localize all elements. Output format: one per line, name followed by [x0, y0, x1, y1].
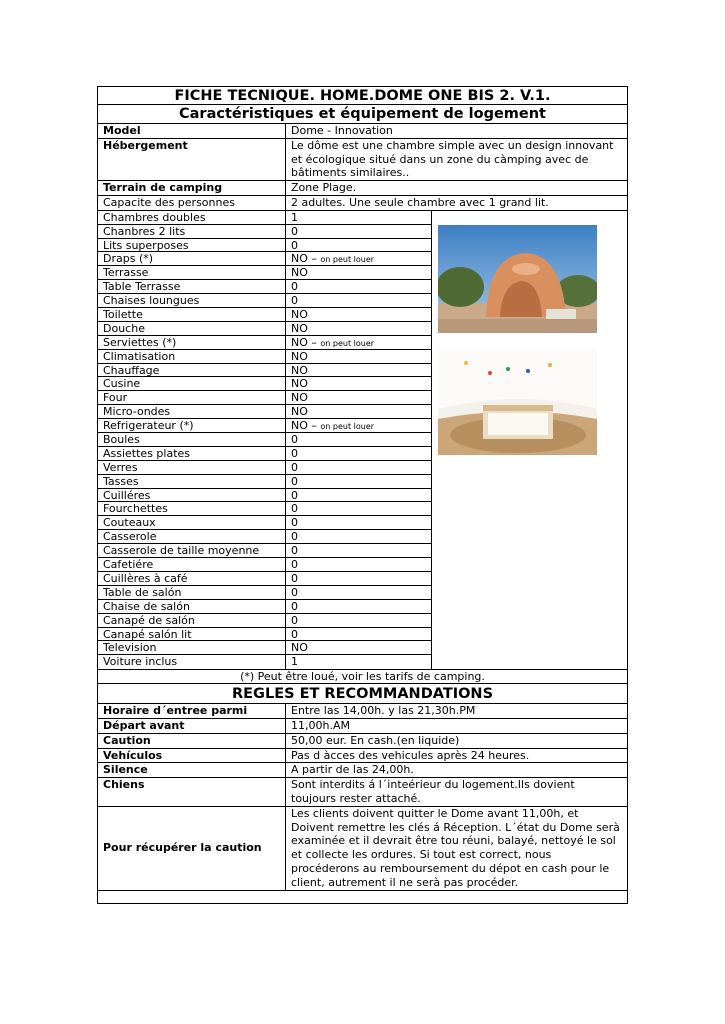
equipment-label: Casserole	[98, 530, 285, 544]
equipment-value-text: 0	[291, 530, 298, 544]
equipment-value	[286, 489, 431, 503]
equipment-label: Television	[98, 641, 285, 655]
info-row	[97, 181, 628, 196]
rule-value: Les clients doivent quitter le Dome avant 11,00h, et Doivent remettre les clés á Réception. L´état du Dome serà examinée et il devrait être tou réuni, balayé, nettoyé le sol et collecte les ordures. Si tout est correct, nous procéderons au remboursement du dépot en cash pour le client, autrement il ne serà pas procéder.	[291, 806, 620, 889]
info-label: Terrain de camping	[98, 181, 286, 195]
equipment-values	[286, 211, 432, 669]
equipment-value-text: 0	[291, 613, 298, 627]
equipment-value	[286, 641, 431, 655]
equipment-value-text: 0	[291, 571, 298, 585]
rule-value: A partir de las 24,00h.	[291, 763, 414, 777]
equipment-value-text: NO	[291, 641, 308, 655]
rental-note: on peut louer	[320, 338, 375, 348]
equipment-label: Draps (*)	[98, 252, 285, 266]
equipment-value	[286, 600, 431, 614]
equipment-value	[286, 516, 431, 530]
rule-row	[97, 719, 628, 734]
info-value: 2 adultes. Une seule chambre avec 1 grand lit.	[291, 195, 549, 209]
rule-row	[97, 807, 628, 891]
equipment-value	[286, 530, 431, 544]
equipment-value	[286, 447, 431, 461]
equipment-value-text: 0	[291, 488, 298, 502]
equipment-value-text: NO	[291, 405, 308, 419]
equipment-label: Cusine	[98, 377, 285, 391]
equipment-value	[286, 322, 431, 336]
photo-column	[432, 211, 627, 669]
rules-title: REGLES ET RECOMMANDATIONS	[97, 684, 628, 704]
equipment-value-text: NO	[291, 349, 308, 363]
equipment-value	[286, 211, 431, 225]
rule-row	[97, 704, 628, 719]
rule-label: Départ avant	[98, 719, 286, 733]
rule-label: Horaire d´entree parmi	[98, 704, 286, 718]
info-section	[97, 124, 628, 211]
equipment-value-text: NO	[291, 377, 308, 391]
equipment-value-text: NO –	[291, 335, 317, 349]
info-value: Zone Plage.	[291, 181, 357, 195]
rule-label: Caution	[98, 734, 286, 748]
equipment-label: Four	[98, 391, 285, 405]
equipment-value-text: 0	[291, 544, 298, 558]
equipment-value	[286, 391, 431, 405]
rule-row	[97, 734, 628, 749]
equipment-label: Cafetiére	[98, 558, 285, 572]
equipment-value-text: 1	[291, 210, 298, 224]
equipment-label: Micro-ondes	[98, 405, 285, 419]
equipment-value	[286, 502, 431, 516]
equipment-value	[286, 280, 431, 294]
equipment-value	[286, 294, 431, 308]
equipment-label: Tasses	[98, 475, 285, 489]
equipment-value	[286, 336, 431, 350]
equipment-value-text: NO	[291, 321, 308, 335]
info-row	[97, 124, 628, 139]
equipment-label: Fourchettes	[98, 502, 285, 516]
info-label: Capacite des personnes	[98, 196, 286, 210]
equipment-value	[286, 586, 431, 600]
equipment-label: Chanbres 2 lits	[98, 225, 285, 239]
document-title: FICHE TECNIQUE. HOME.DOME ONE BIS 2. V.1.	[97, 86, 628, 105]
info-row	[97, 196, 628, 211]
rule-value: 11,00h.AM	[291, 718, 350, 732]
equipment-label: Verres	[98, 461, 285, 475]
rule-value: Entre las 14,00h. y las 21,30h.PM	[291, 704, 476, 718]
equipment-value-text: 0	[291, 585, 298, 599]
equipment-label: Toilette	[98, 308, 285, 322]
equipment-value-text: 0	[291, 433, 298, 447]
equipment-value-text: 0	[291, 224, 298, 238]
rule-value: 50,00 eur. En cash.(en liquide)	[291, 733, 460, 747]
rule-label: Silence	[98, 763, 286, 777]
equipment-label: Chaises loungues	[98, 294, 285, 308]
equipment-value-text: 0	[291, 460, 298, 474]
rules-section	[97, 704, 628, 890]
footnote: (*) Peut être loué, voir les tarifs de camping.	[97, 670, 628, 684]
equipment-label: Chaise de salón	[98, 600, 285, 614]
equipment-label: Cuilléres	[98, 489, 285, 503]
equipment-label: Refrigerateur (*)	[98, 419, 285, 433]
equipment-value	[286, 544, 431, 558]
equipment-value-text: NO –	[291, 252, 317, 266]
equipment-label: Canapé de salón	[98, 614, 285, 628]
equipment-value-text: NO –	[291, 419, 317, 433]
rule-value: Pas d àcces des vehicules après 24 heures.	[291, 748, 530, 762]
equipment-label: Boules	[98, 433, 285, 447]
rule-label: Vehículos	[98, 749, 286, 763]
info-value: Dome - Innovation	[291, 124, 393, 137]
equipment-value-text: 1	[291, 655, 298, 669]
empty-row	[97, 891, 628, 904]
equipment-label: Chauffage	[98, 364, 285, 378]
equipment-value-text: NO	[291, 391, 308, 405]
equipment-value	[286, 572, 431, 586]
equipment-value-text: 0	[291, 446, 298, 460]
equipment-value	[286, 252, 431, 266]
equipment-label: Cuillères à café	[98, 572, 285, 586]
equipment-value	[286, 239, 431, 253]
equipment-value-text: NO	[291, 308, 308, 322]
equipment-label: Lits superposes	[98, 239, 285, 253]
equipment-label: Terrasse	[98, 266, 285, 280]
rental-note: on peut louer	[320, 422, 375, 432]
equipment-value-text: 0	[291, 294, 298, 308]
equipment-value	[286, 558, 431, 572]
equipment-value	[286, 364, 431, 378]
equipment-label: Couteaux	[98, 516, 285, 530]
equipment-value-text: 0	[291, 238, 298, 252]
info-label: Model	[98, 124, 286, 138]
equipment-value	[286, 419, 431, 433]
equipment-label: Voiture inclus	[103, 655, 178, 669]
equipment-label: Casserole de taille moyenne	[98, 544, 285, 558]
equipment-value	[286, 308, 431, 322]
equipment-label: Table de salón	[98, 586, 285, 600]
equipment-value	[286, 628, 431, 642]
equipment-label: Canapé salón lit	[98, 628, 285, 642]
equipment-value-text: 0	[291, 280, 298, 294]
equipment-value-text: 0	[291, 516, 298, 530]
document-subtitle: Caractéristiques et équipement de logement	[97, 105, 628, 124]
equipment-value	[286, 405, 431, 419]
equipment-value	[286, 614, 431, 628]
equipment-value	[286, 655, 431, 669]
equipment-label: Table Terrasse	[98, 280, 285, 294]
rule-label: Pour récupérer la caution	[98, 807, 286, 890]
dome-interior-photo	[438, 349, 597, 455]
rental-note: on peut louer	[320, 255, 375, 265]
rule-value: Sont interdits á l´inteérieur du logement.Ils dovient toujours rester attaché.	[291, 778, 575, 805]
equipment-labels	[98, 211, 286, 669]
equipment-value	[286, 350, 431, 364]
equipment-label: Serviettes (*)	[98, 336, 285, 350]
rule-label: Chiens	[98, 778, 286, 806]
tech-sheet	[97, 86, 628, 904]
equipment-label: Chambres doubles	[98, 211, 285, 225]
info-value: Le dôme est une chambre simple avec un design innovant et écologique situé dans un zone du càmping avec de bâtiments similaires..	[291, 138, 614, 180]
equipment-label: Climatisation	[98, 350, 285, 364]
equipment-value-text: NO	[291, 363, 308, 377]
rule-row	[97, 778, 628, 807]
rule-row	[97, 763, 628, 778]
equipment-section	[97, 211, 628, 670]
equipment-value-text: 0	[291, 502, 298, 516]
equipment-value	[286, 461, 431, 475]
equipment-value	[286, 225, 431, 239]
equipment-label: Douche	[98, 322, 285, 336]
info-label: Hébergement	[98, 139, 286, 180]
equipment-value-text: 0	[291, 627, 298, 641]
dome-exterior-photo	[438, 225, 597, 333]
equipment-value-text: 0	[291, 558, 298, 572]
equipment-value	[286, 475, 431, 489]
equipment-value-text: 0	[291, 599, 298, 613]
info-row	[97, 139, 628, 181]
equipment-value	[286, 433, 431, 447]
equipment-value	[286, 266, 431, 280]
rule-row	[97, 749, 628, 764]
equipment-value-text: NO	[291, 266, 308, 280]
equipment-value	[286, 377, 431, 391]
equipment-value-text: 0	[291, 474, 298, 488]
equipment-label: Assiettes plates	[98, 447, 285, 461]
